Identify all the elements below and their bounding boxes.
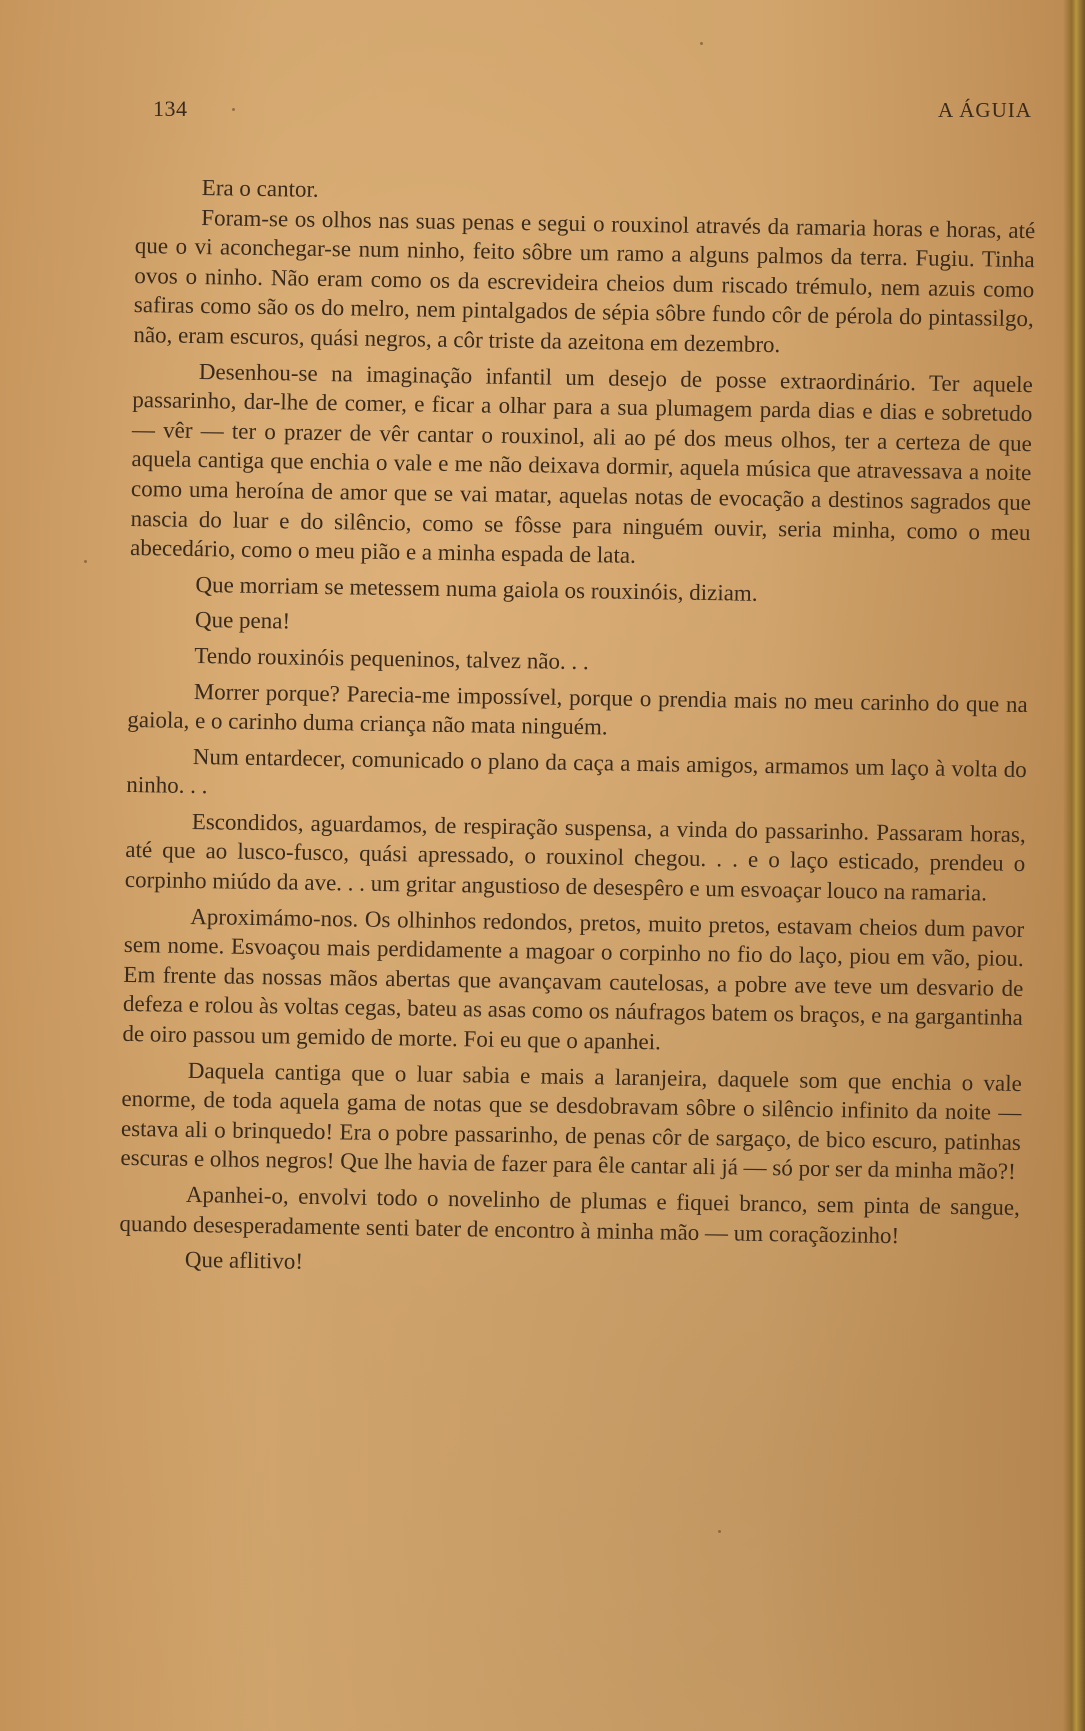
paragraph: Que morriam se metessem numa gaiola os rouxinóis, diziam. xyxy=(195,571,758,606)
running-title: A ÁGUIA xyxy=(938,98,1032,122)
paragraph: Apanhei-o, envolvi todo o novelinho de plumas e fiquei branco, sem pinta de sangue, quando desesperadamente senti bater de encontro à minha mão — um coraçãozinho! xyxy=(119,1181,1021,1248)
paragraph: Morrer porque? Parecia-me impossível, porque o prendia mais no meu carinho do que na gaiola, e o carinho duma criança não mata ninguém. xyxy=(127,678,1028,740)
body-text xyxy=(119,172,1036,1288)
page-header xyxy=(0,96,1085,126)
paper-speck xyxy=(700,42,703,45)
page-number: 134 xyxy=(153,96,188,121)
paragraph: Escondidos, aguardamos, de respiração suspensa, a vinda do passarinho. Passaram horas, até que ao lusco-fusco, quási apressado, o rouxinol chegou. . . e o laço esticado, prendeu o corpinho miúdo da ave. . . um gritar angustioso de desespêro e um esvoaçar louco na ramaria. xyxy=(124,808,1026,906)
paragraph: Foram-se os olhos nas suas penas e segui o rouxinol através da ramaria horas e horas, até que o vi aconchegar-se num ninho, feito sôbre um ramo a alguns palmos da terra. Fugiu. Tinha ovos o ninho. Não eram como os da escrevideira cheios dum riscado trémulo, nem azuis como safiras como são os do melro, nem pintalgados de sépia sôbre fundo côr de pérola do pintassilgo, não, eram escuros, quási negros, a côr triste da azeitona em dezembro. xyxy=(133,204,1036,358)
paragraph: Aproximámo-nos. Os olhinhos redondos, pretos, muito pretos, estavam cheios dum pavor sem nome. Esvoaçou mais perdidamente a magoar o corpinho no fio do laço, piou em vão, piou. Em frente das nossas mãos abertas que avançavam cautelosas, a pobre ave teve um desvario de defeza e rolou às voltas cegas, bateu as asas como os náufragos batem os braços, e na gargantinha de oiro passou um gemido de morte. Foi eu que o apanhei. xyxy=(122,903,1025,1055)
paragraph: Que pena! xyxy=(194,607,291,634)
paragraph: Num entardecer, comunicado o plano da caça a mais amigos, armamos um laço à volta do ninho. . . xyxy=(126,743,1027,799)
paper-speck xyxy=(232,108,235,111)
paragraph: Tendo rouxinóis pequeninos, talvez não. . . xyxy=(194,642,589,675)
paragraph: Que aflitivo! xyxy=(184,1247,304,1274)
paper-speck xyxy=(84,560,87,563)
page-edge xyxy=(1063,0,1085,1731)
paper-speck xyxy=(718,1530,721,1533)
paragraph: Desenhou-se na imaginação infantil um desejo de posse extraordinário. Ter aquele passarinho, dar-lhe de comer, e ficar a olhar para a sua plumagem parda dias e dias e sobretudo — vêr — ter o prazer de vêr cantar o rouxinol, ali ao pé dos meus olhos, ter a certeza de que aquela cantiga que enchia o vale e me não deixava dormir, aquela música que atravessava a noite como uma heroína de amor que se vai matar, aquelas notas de evocação a destinos sagrados que nascia do luar e do silêncio, como se fôsse para ninguém ouvir, seria minha, como o meu abecedário, como o meu pião e a minha espada de lata. xyxy=(129,358,1033,569)
paragraph: Daquela cantiga que o luar sabia e mais a laranjeira, daquele som que enchia o vale enorme, de toda aquela gama de notas que se desdobravam sôbre o silêncio infinito da noite — estava ali o brinquedo! Era o pobre passarinho, de penas côr de sargaço, de bico escuro, patinhas escuras e olhos negros! Que lhe havia de fazer para êle cantar ali já — só por ser da minha mão?! xyxy=(120,1057,1022,1185)
paragraph: Era o cantor. xyxy=(201,175,319,202)
